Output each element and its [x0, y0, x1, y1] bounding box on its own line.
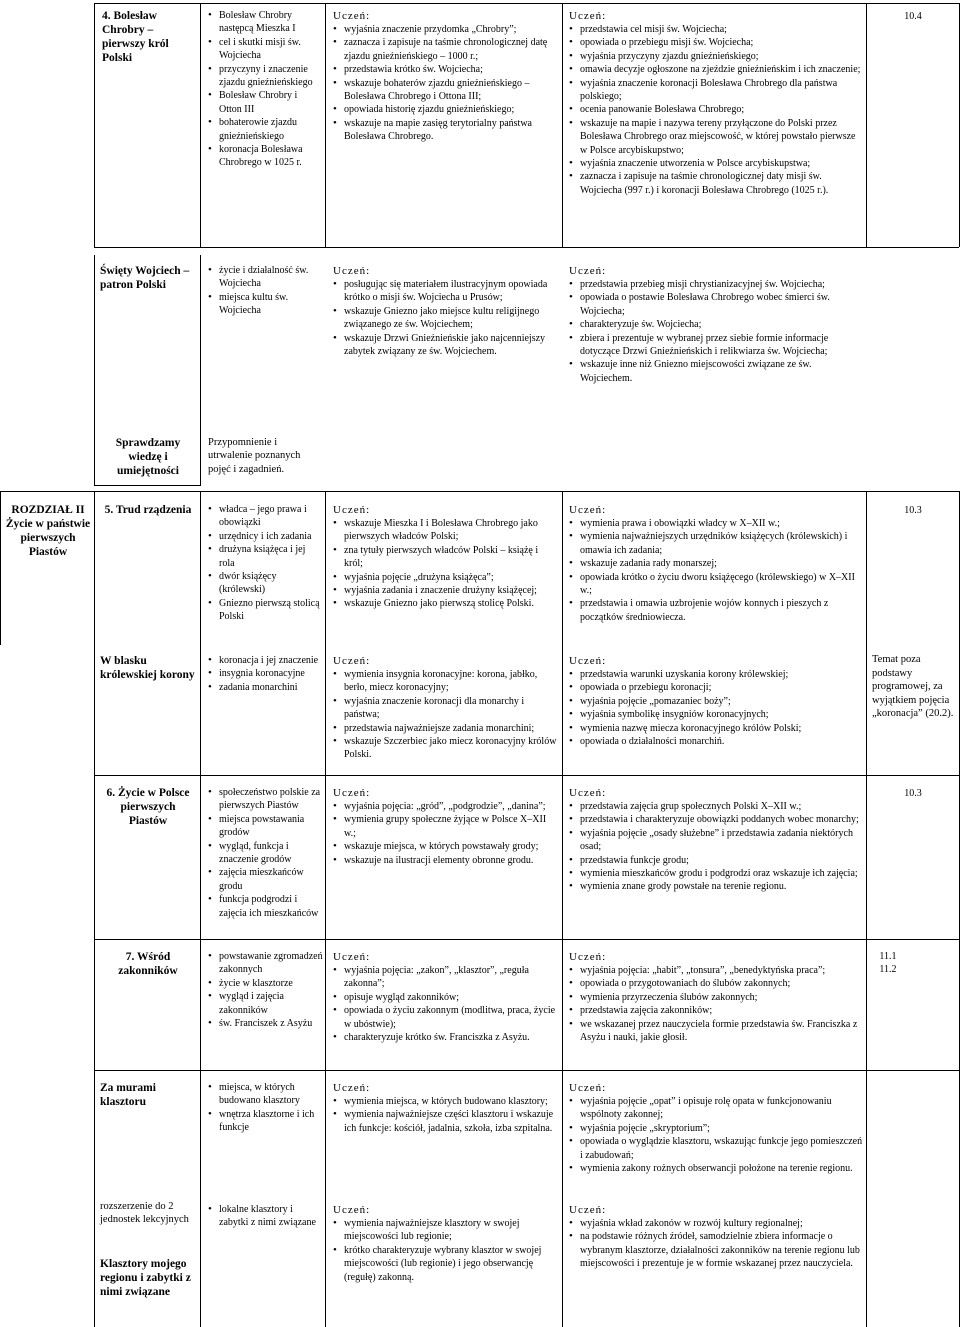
- extended-requirements: [569, 1203, 863, 1271]
- student-label: Uczeń:: [569, 951, 607, 963]
- list-item: • koronacja i jej znaczenie: [208, 654, 322, 667]
- rule: [562, 645, 563, 775]
- list-item: • wymienia najważniejszych urzędników książęcych (królewskich) i omawia ich zadania;: [569, 530, 863, 557]
- list-item: • zaznacza i zapisuje na taśmie chronologicznej daty misji św. Wojciecha (997 r.) i koronacji Bolesława Chrobrego (1025 r.).: [569, 170, 863, 197]
- list-item: • wyjaśnia pojęcie „pomazaniec boży”;: [569, 695, 863, 708]
- list-item: • władca – jego prawa i obowiązki: [208, 503, 322, 530]
- topic-title: Za murami klasztoru: [100, 1082, 156, 1108]
- list-item: • św. Franciszek z Asyżu: [208, 1017, 324, 1030]
- list-item: • wymienia nazwę miecza koronacyjnego królów Polski;: [569, 722, 863, 735]
- list-item: • przedstawia najważniejsze zadania monarchini;: [333, 722, 559, 735]
- rule: [94, 939, 95, 1070]
- student-label: Uczeń:: [333, 951, 371, 963]
- list-item: • charakteryzuje krótko św. Franciszka z Asyżu.: [333, 1031, 559, 1044]
- list-item: • wyjaśnia pojęcie „osady służebne” i przedstawia zadania niektórych osad;: [569, 827, 863, 854]
- list-item: • urzędnicy i ich zadania: [208, 530, 322, 543]
- list-item: • wyjaśnia pojęcie „opat” i opisuje rolę opata w funkcjonowaniu wspólnoty zakonnej;: [569, 1095, 863, 1122]
- student-label: Uczeń:: [333, 655, 371, 667]
- rule: [325, 939, 326, 1070]
- rule: [94, 939, 959, 940]
- list-item: • zadania monarchini: [208, 681, 322, 694]
- rule: [94, 1070, 959, 1071]
- chapter-title: ROZDZIAŁ II Życie w państwie pierwszych Piastów: [5, 504, 91, 558]
- content-list: [208, 9, 322, 170]
- list-item: • przedstawia i omawia uzbrojenie wojów konnych i pieszych z początków średniowiecza.: [569, 597, 863, 624]
- list-item: • koronacja Bolesława Chrobrego w 1025 r.: [208, 143, 322, 170]
- list-item: • wygląd i zajęcia zakonników: [208, 990, 324, 1017]
- rule: [94, 1070, 95, 1327]
- content-list: [208, 654, 322, 694]
- extended-requirements: [569, 264, 863, 385]
- list-item: • miejsca powstawania grodów: [208, 813, 324, 840]
- rule: [200, 255, 201, 485]
- list-item: • wyjaśnia pojęcia: „zakon”, „klasztor”, „reguła zakonna”;: [333, 964, 559, 991]
- list-item: • opowiada o przygotowaniach do ślubów zakonnych;: [569, 977, 863, 990]
- list-item: • opowiada o wyglądzie klasztoru, wskazując funkcje jego pomieszczeń i zabudowań;: [569, 1135, 863, 1162]
- list-item: • wyjaśnia wkład zakonów w rozwój kultury regionalnej;: [569, 1217, 863, 1230]
- list-item: • wymienia najważniejsze klasztory w swojej miejscowości lub regionie;: [333, 1217, 559, 1244]
- rule: [866, 1070, 867, 1327]
- rule: [200, 645, 201, 775]
- curriculum-ref: 10.3: [904, 505, 922, 516]
- rule: [866, 3, 867, 247]
- student-label: Uczeń:: [569, 504, 607, 516]
- list-item: • wymienia insygnia koronacyjne: korona, jabłko, berło, miecz koronacyjny;: [333, 668, 559, 695]
- list-item: • wnętrza klasztorne i ich funkcje: [208, 1108, 322, 1135]
- list-item: • wskazuje miejsca, w których powstawały grody;: [333, 840, 559, 853]
- rule: [94, 247, 959, 248]
- student-label: Uczeń:: [333, 504, 371, 516]
- topic-title: Święty Wojciech – patron Polski: [100, 265, 190, 291]
- student-label: Uczeń:: [333, 787, 371, 799]
- list-item: • posługując się materiałem ilustracyjnym opowiada krótko o misji św. Wojciecha u Prusów;: [333, 278, 559, 305]
- rule: [200, 3, 201, 247]
- rule: [325, 1070, 326, 1327]
- list-item: • wyjaśnia pojęcie „drużyna książęca”;: [333, 571, 559, 584]
- list-item: • przedstawia warunki uzyskania korony królewskiej;: [569, 668, 863, 681]
- student-label: Uczeń:: [333, 265, 371, 277]
- list-item: • powstawanie zgromadzeń zakonnych: [208, 950, 324, 977]
- basic-requirements: [333, 503, 559, 611]
- rule: [325, 3, 326, 247]
- list-item: • wyjaśnia symbolikę insygniów koronacyjnych;: [569, 708, 863, 721]
- rule: [94, 3, 959, 4]
- review-title: Sprawdzamy wiedzę i umiejętności: [115, 437, 181, 477]
- rule: [866, 939, 867, 1070]
- list-item: • we wskazanej przez nauczyciela formie przedstawia św. Franciszka z Asyżu i nauki, jakie głosił.: [569, 1018, 863, 1045]
- list-item: • życie i działalność św. Wojciecha: [208, 264, 322, 291]
- curriculum-ref: 10.4: [904, 11, 922, 22]
- topic-title: 4. Bolesław Chrobry – pierwszy król Polski: [102, 10, 169, 64]
- list-item: • wskazuje na mapie i nazywa tereny przyłączone do Polski przez Bolesława Chrobrego oraz miejscowość, w której powstało pierwsze w Polsce arcybiskupstwo;: [569, 117, 863, 157]
- list-item: • charakteryzuje św. Wojciecha;: [569, 318, 863, 331]
- list-item: • wygląd, funkcja i znaczenie grodów: [208, 840, 324, 867]
- list-item: • wskazuje inne niż Gniezno miejscowości związane ze św. Wojciechem.: [569, 358, 863, 385]
- basic-requirements: [333, 1081, 559, 1135]
- list-item: • przedstawia cel misji św. Wojciecha;: [569, 23, 863, 36]
- list-item: • bohaterowie zjazdu gnieźnieńskiego: [208, 116, 322, 143]
- rule: [94, 491, 95, 645]
- list-item: • życie w klasztorze: [208, 977, 324, 990]
- list-item: • opowiada o działalności monarchiń.: [569, 735, 863, 748]
- list-item: • wskazuje na mapie zasięg terytorialny państwa Bolesława Chrobrego.: [333, 117, 559, 144]
- list-item: • insygnia koronacyjne: [208, 667, 322, 680]
- rule: [562, 491, 563, 645]
- list-item: • wyjaśnia przyczyny zjazdu gnieźnieńskiego;: [569, 50, 863, 63]
- rule: [200, 491, 201, 645]
- rule: [0, 491, 1, 645]
- content-list: [208, 786, 324, 920]
- content-list: [208, 1203, 322, 1230]
- rule: [325, 775, 326, 939]
- list-item: • opowiada o przebiegu misji św. Wojciecha;: [569, 36, 863, 49]
- rule: [325, 645, 326, 775]
- list-item: • wskazuje Gniezno jako pierwszą stolicę Polski.: [333, 597, 559, 610]
- student-label: Uczeń:: [569, 265, 607, 277]
- list-item: • przedstawia funkcje grodu;: [569, 854, 863, 867]
- list-item: • opowiada historię zjazdu gnieźnieńskiego;: [333, 103, 559, 116]
- list-item: • wskazuje na ilustracji elementy obronne grodu.: [333, 854, 559, 867]
- list-item: • opowiada o życiu zakonnym (modlitwa, praca, życie w ubóstwie);: [333, 1004, 559, 1031]
- list-item: • przyczyny i znaczenie zjazdu gnieźnieńskiego: [208, 63, 322, 90]
- content-list: [208, 264, 322, 318]
- basic-requirements: [333, 9, 559, 144]
- student-label: Uczeń:: [333, 10, 371, 22]
- student-label: Uczeń:: [569, 10, 607, 22]
- list-item: • społeczeństwo polskie za pierwszych Piastów: [208, 786, 324, 813]
- rule: [94, 3, 95, 247]
- content-list: [208, 1081, 322, 1135]
- list-item: • ocenia panowanie Bolesława Chrobrego;: [569, 103, 863, 116]
- list-item: • zajęcia mieszkańców grodu: [208, 866, 324, 893]
- list-item: • wyjaśnia znaczenie koronacji Bolesława Chrobrego dla państwa polskiego;: [569, 77, 863, 104]
- list-item: • dwór książęcy (królewski): [208, 570, 322, 597]
- review-content: Przypomnienie i utrwalenie poznanych pojęć i zagadnień.: [208, 437, 301, 475]
- list-item: • zbiera i prezentuje w wybranej przez siebie formie informacje dotyczące Drzwi Gnieźnieńskich i relikwiarza św. Wojciecha;: [569, 332, 863, 359]
- rule: [325, 491, 326, 645]
- list-item: • opisuje wygląd zakonników;: [333, 991, 559, 1004]
- list-item: • wymienia mieszkańców grodu i podgrodzi oraz wskazuje ich zajęcia;: [569, 867, 863, 880]
- list-item: • wskazuje Drzwi Gnieźnieńskie jako najcenniejszy zabytek związany ze św. Wojciechem.: [333, 332, 559, 359]
- rule: [200, 775, 201, 939]
- list-item: • wskazuje Szczerbiec jako miecz koronacyjny królów Polski.: [333, 735, 559, 762]
- list-item: • wymienia grupy społeczne żyjące w Polsce X–XII w.;: [333, 813, 559, 840]
- basic-requirements: [333, 950, 559, 1044]
- topic-title: 6. Życie w Polsce pierwszych Piastów: [106, 787, 190, 827]
- rule: [200, 939, 201, 1070]
- list-item: • opowiada o postawie Bolesława Chrobrego wobec śmierci św. Wojciecha;: [569, 291, 863, 318]
- list-item: • przedstawia przebieg misji chrystianizacyjnej św. Wojciecha;: [569, 278, 863, 291]
- extended-requirements: [569, 503, 863, 624]
- content-list: [208, 950, 324, 1030]
- list-item: • cel i skutki misji św. Wojciecha: [208, 36, 322, 63]
- rule: [94, 645, 95, 775]
- rule: [94, 255, 95, 485]
- basic-requirements: [333, 786, 559, 867]
- list-item: • przedstawia krótko św. Wojciecha;: [333, 63, 559, 76]
- rule: [866, 775, 867, 939]
- list-item: • wskazuje zadania rady monarszej;: [569, 557, 863, 570]
- list-item: • wskazuje bohaterów zjazdu gnieźnieńskiego – Bolesława Chrobrego i Ottona III;: [333, 77, 559, 104]
- rule: [94, 775, 959, 776]
- extension-note: rozszerzenie do 2 jednostek lekcyjnych: [100, 1201, 189, 1226]
- list-item: • drużyna książęca i jej rola: [208, 543, 322, 570]
- rule: [94, 485, 201, 486]
- student-label: Uczeń:: [569, 655, 607, 667]
- list-item: • wskazuje Mieszka I i Bolesława Chrobrego jako pierwszych władców Polski;: [333, 517, 559, 544]
- list-item: • wymienia przyrzeczenia ślubów zakonnych;: [569, 991, 863, 1004]
- list-item: • przedstawia i charakteryzuje obowiązki poddanych wobec monarchy;: [569, 813, 863, 826]
- rule: [0, 491, 960, 492]
- topic-title: 5. Trud rządzenia: [104, 504, 192, 516]
- topic-title: W blasku królewskiej korony: [100, 655, 195, 681]
- list-item: • opowiada o przebiegu koronacji;: [569, 681, 863, 694]
- list-item: • wyjaśnia znaczenie koronacji dla monarchy i państwa;: [333, 695, 559, 722]
- list-item: • zna tytuły pierwszych władców Polski – książę i król;: [333, 544, 559, 571]
- list-item: • Gniezno pierwszą stolicą Polski: [208, 597, 322, 624]
- topic-title: Klasztory mojego regionu i zabytki z nimi związane: [100, 1258, 191, 1298]
- rule: [562, 3, 563, 247]
- list-item: • miejsca kultu św. Wojciecha: [208, 291, 322, 318]
- list-item: • Bolesław Chrobry następcą Mieszka I: [208, 9, 322, 36]
- rule: [94, 775, 95, 939]
- rule: [562, 939, 563, 1070]
- list-item: • wymienia prawa i obowiązki władcy w X–XII w.;: [569, 517, 863, 530]
- topic-title: 7. Wśród zakonników: [118, 951, 178, 977]
- list-item: • Bolesław Chrobry i Otton III: [208, 89, 322, 116]
- list-item: • opowiada krótko o życiu dworu książęcego (królewskiego) w X–XII w.;: [569, 571, 863, 598]
- list-item: • wyjaśnia znaczenie przydomka „Chrobry”;: [333, 23, 559, 36]
- content-list: [208, 503, 322, 624]
- list-item: • omawia decyzje ogłoszone na zjeździe gnieźnieńskim i ich znaczenie;: [569, 63, 863, 76]
- list-item: • funkcja podgrodzi i zajęcia ich mieszkańców: [208, 893, 324, 920]
- list-item: • wymienia najważniejsze części klasztoru i wskazuje ich funkcje: kościół, jadalnia, szkoła, izba szpitalna.: [333, 1108, 559, 1135]
- rule: [562, 775, 563, 939]
- list-item: • wskazuje Gniezno jako miejsce kultu religijnego związanego ze św. Wojciechem;: [333, 305, 559, 332]
- list-item: • wyjaśnia zadania i znaczenie drużyny książęcej;: [333, 584, 559, 597]
- list-item: • na podstawie różnych źródeł, samodzielnie zbiera informacje o wybranym klasztorze, działalności zakonników na terenie regionu lub miejscowości i prezentuje je w formie wskazanej przez nauczyciela.: [569, 1230, 863, 1270]
- extended-requirements: [569, 9, 863, 197]
- extended-requirements: [569, 654, 863, 748]
- extended-requirements: [569, 1081, 863, 1175]
- list-item: • wyjaśnia pojęcia: „habit”, „tonsura”, „benedyktyńska praca”;: [569, 964, 863, 977]
- list-item: • wyjaśnia pojęcia: „gród”, „podgrodzie”, „danina”;: [333, 800, 559, 813]
- rule: [562, 1070, 563, 1327]
- basic-requirements: [333, 1203, 559, 1284]
- rule: [866, 491, 867, 645]
- list-item: • wyjaśnia pojęcie „skryptorium”;: [569, 1122, 863, 1135]
- list-item: • miejsca, w których budowano klasztory: [208, 1081, 322, 1108]
- list-item: • przedstawia zajęcia grup społecznych Polski X–XII w.;: [569, 800, 863, 813]
- extended-requirements: [569, 950, 863, 1044]
- list-item: • krótko charakteryzuje wybrany klasztor w swojej miejscowości (lub regionie) i jego obserwancję (regułę) zakonną.: [333, 1244, 559, 1284]
- list-item: • lokalne klasztory i zabytki z nimi związane: [208, 1203, 322, 1230]
- list-item: • wyjaśnia znaczenie utworzenia w Polsce arcybiskupstwa;: [569, 157, 863, 170]
- curriculum-ref: 10.3: [904, 788, 922, 799]
- rule: [866, 645, 867, 775]
- extended-requirements: [569, 786, 863, 894]
- basic-requirements: [333, 654, 559, 762]
- list-item: • wymienia zakony rożnych obserwancji położone na terenie regionu.: [569, 1162, 863, 1175]
- student-label: Uczeń:: [333, 1204, 371, 1216]
- basic-requirements: [333, 264, 559, 358]
- student-label: Uczeń:: [569, 787, 607, 799]
- list-item: • wymienia miejsca, w których budowano klasztory;: [333, 1095, 559, 1108]
- list-item: • wymienia znane grody powstałe na terenie regionu.: [569, 880, 863, 893]
- curriculum-ref: 11.1 11.2: [879, 951, 897, 976]
- list-item: • przedstawia zajęcia zakonników;: [569, 1004, 863, 1017]
- student-label: Uczeń:: [569, 1204, 607, 1216]
- rule: [200, 1070, 201, 1327]
- student-label: Uczeń:: [333, 1082, 371, 1094]
- curriculum-note: Temat poza podstawy programowej, za wyjątkiem pojęcia „koronacja” (20.2).: [872, 654, 954, 720]
- list-item: • zaznacza i zapisuje na taśmie chronologicznej datę zjazdu gnieźnieńskiego – 1000 r.;: [333, 36, 559, 63]
- student-label: Uczeń:: [569, 1082, 607, 1094]
